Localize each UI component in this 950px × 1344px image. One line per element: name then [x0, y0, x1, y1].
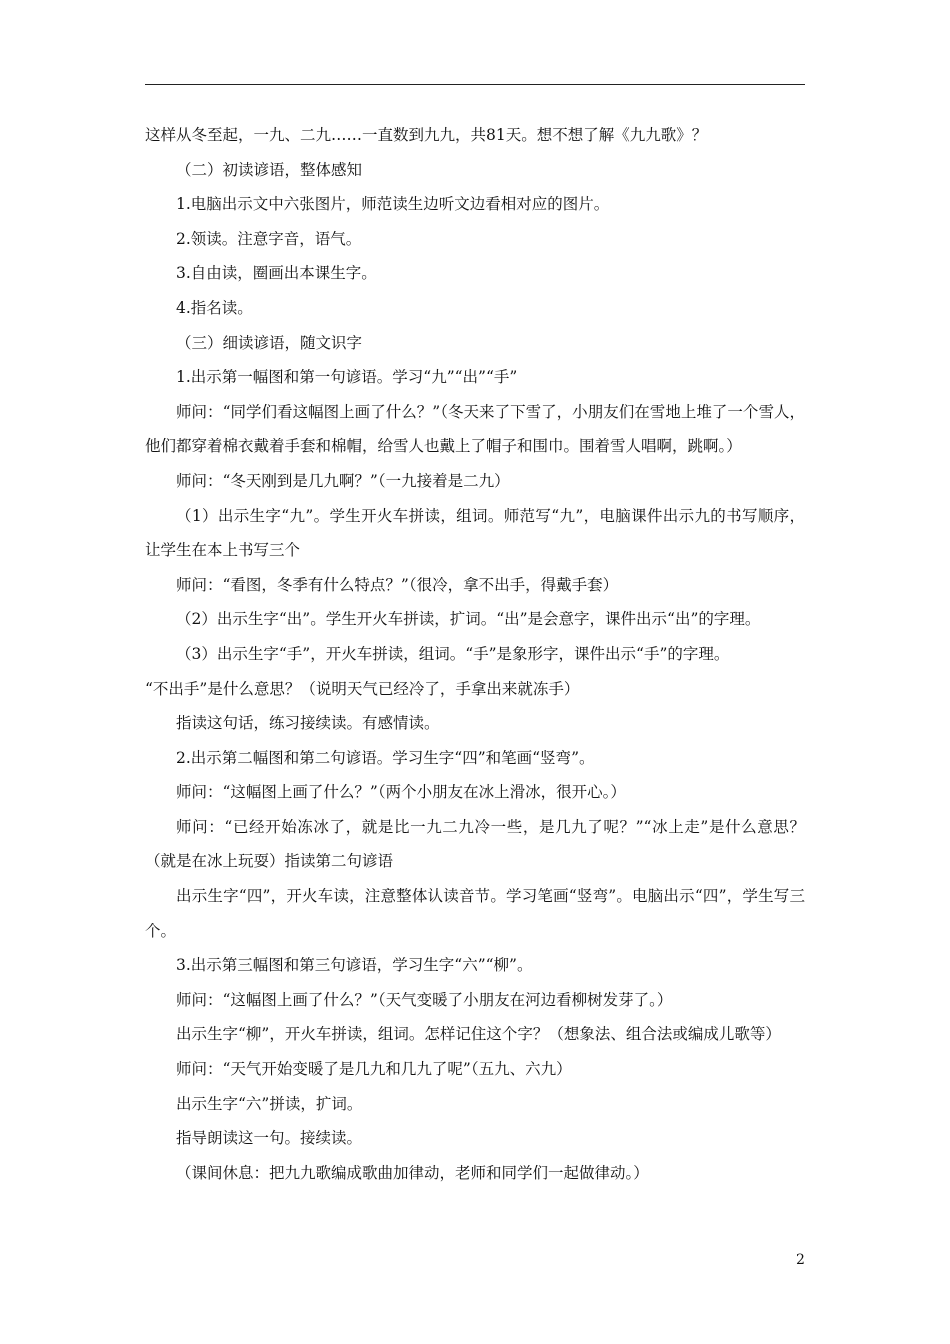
section-heading: （三）细读谚语，随文识字 — [176, 333, 363, 352]
paragraph: 指导朗读这一句。接续读。 — [176, 1129, 363, 1148]
paragraph: （课间休息：把九九歌编成歌曲加律动，老师和同学们一起做律动。） — [176, 1163, 649, 1182]
paragraph: 出示生字“柳”，开火车拼读，组词。怎样记住这个字？（想象法、组合法或编成儿歌等） — [176, 1025, 781, 1044]
paragraph: 3.自由读，圈画出本课生字。 — [176, 264, 377, 283]
paragraph: （2）出示生字“出”。学生开火车拼读，扩词。“出”是会意字，课件出示“出”的字理。 — [176, 610, 761, 629]
paragraph: 师问：“冬天刚到是几九啊？”（一九接着是二九） — [176, 471, 510, 490]
paragraph: 这样从冬至起，一九、二九……一直数到九九，共81天。想不想了解《九九歌》？ — [145, 126, 708, 144]
paragraph: （1）出示生字“九”。学生开火车拼读，组词。师范写“九”，电脑课件出示九的书写顺序，让学生在本上书写三个 — [145, 506, 805, 560]
paragraph: 师问：“看图，冬季有什么特点？”（很冷，拿不出手，得戴手套） — [176, 575, 619, 594]
paragraph: 出示生字“四”，开火车读，注意整体认读音节。学习笔画“竖弯”。电脑出示“四”，学生写三个。 — [145, 887, 805, 940]
page-number: 2 — [796, 1252, 805, 1268]
paragraph: 师问：“天气开始变暖了是几九和几九了呢”（五九、六九） — [176, 1060, 572, 1079]
paragraph: 师问：“这幅图上画了什么？”（两个小朋友在冰上滑冰，很开心。） — [176, 783, 626, 802]
paragraph: 2.领读。注意字音，语气。 — [176, 229, 362, 248]
paragraph: 出示生字“六”拼读，扩词。 — [176, 1094, 363, 1113]
paragraph: 指读这句话，练习接续读。有感情读。 — [176, 714, 440, 733]
paragraph: 师问：“这幅图上画了什么？”（天气变暖了小朋友在河边看柳树发芽了。） — [176, 990, 673, 1009]
paragraph: 师问：“已经开始冻冰了，就是比一九二九冷一些，是几九了呢？”“冰上走”是什么意思？（就是在冰上玩耍）指读第二句谚语 — [145, 817, 805, 871]
paragraph: 1.出示第一幅图和第一句谚语。学习“九”“出”“手” — [176, 368, 518, 387]
paragraph: “不出手”是什么意思？（说明天气已经冷了，手拿出来就冻手） — [145, 679, 580, 698]
section-heading: （二）初读谚语，整体感知 — [176, 160, 363, 179]
paragraph: 师问：“同学们看这幅图上画了什么？”（冬天来了下雪了，小朋友们在雪地上堆了一个雪人，他们都穿着棉衣戴着手套和棉帽，给雪人也戴上了帽子和围巾。围着雪人唱啊，跳啊。） — [145, 402, 805, 456]
paragraph: 2.出示第二幅图和第二句谚语。学习生字“四”和笔画“竖弯”。 — [176, 748, 595, 767]
paragraph: （3）出示生字“手”，开火车拼读，组词。“手”是象形字，课件出示“手”的字理。 — [176, 644, 730, 663]
document-body — [145, 118, 805, 1190]
paragraph: 4.指名读。 — [176, 298, 253, 317]
paragraph: 3.出示第三幅图和第三句谚语，学习生字“六”“柳”。 — [176, 956, 533, 975]
header-rule — [145, 84, 805, 85]
paragraph: 1.电脑出示文中六张图片，师范读生边听文边看相对应的图片。 — [176, 195, 610, 214]
